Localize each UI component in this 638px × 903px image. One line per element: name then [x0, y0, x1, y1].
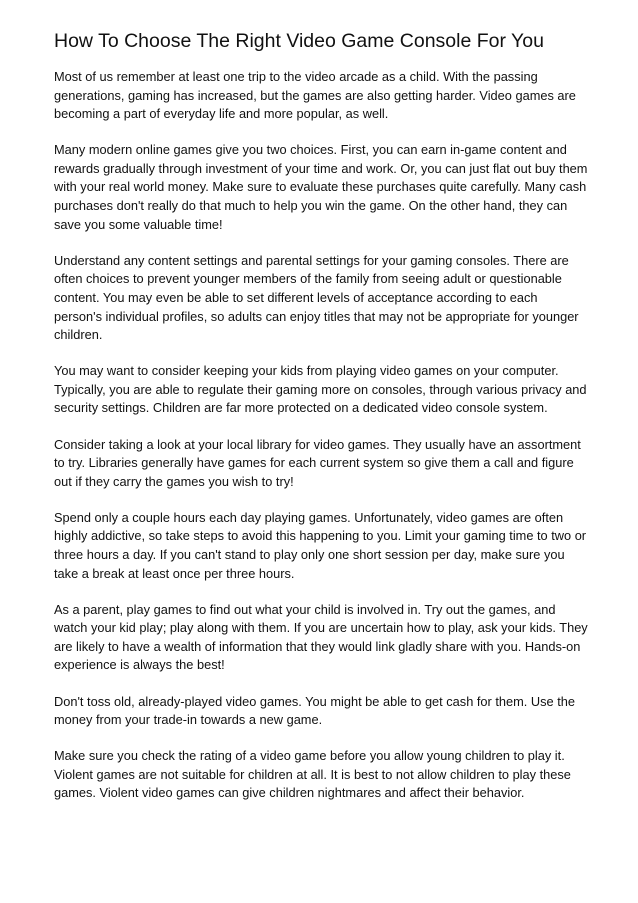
- paragraph-5: Consider taking a look at your local library for video games. They usually have an assortment to try. Libraries generally have games for each current system so give them a call and figure out if they carry the games you wish to try!: [54, 436, 581, 489]
- paragraph-7: As a parent, play games to find out what your child is involved in. Try out the games, and watch your kid play; play along with them. If you are uncertain how to play, ask your kids. They are likely to have a wealth of information that they would link gladly share with you. Hands-on experience is always the best!: [54, 601, 588, 673]
- paragraph-9: Make sure you check the rating of a video game before you allow young children to play it. Violent games are not suitable for children at all. It is best to not allow children to play these games. Violent video games can give children nightmares and affect their behavior.: [54, 748, 571, 801]
- paragraph-8: Don't toss old, already-played video games. You might be able to get cash for them. Use the money from your trade-in towards a new game.: [54, 693, 576, 728]
- paragraph-1: Most of us remember at least one trip to the video arcade as a child. With the passing generations, gaming has increased, but the games are also getting harder. Video games are becoming a part of everyday life and more popular, as well.: [54, 69, 576, 122]
- paragraph-3: Understand any content settings and parental settings for your gaming consoles. There are often choices to prevent younger members of the family from seeing adult or questionable content. You may even be able to set different levels of acceptance according to each person's individual profiles, so adults can enjoy titles that may not be appropriate for younger children.: [54, 252, 579, 343]
- page-title: How To Choose The Right Video Game Console For You: [54, 30, 544, 52]
- paragraph-4: You may want to consider keeping your kids from playing video games on your computer. Typically, you are able to regulate their gaming more on consoles, through various privacy and security settings. Children are far more protected on a dedicated video console system.: [54, 363, 587, 416]
- paragraph-2: Many modern online games give you two choices. First, you can earn in-game content and rewards gradually through investment of your time and work. Or, you can just flat out buy them with your real world money. Make sure to evaluate these purchases quite carefully. Many cash purchases don't really do that much to help you win the game. On the other hand, they can save you some valuable time!: [54, 142, 588, 232]
- article-body: [54, 68, 588, 821]
- paragraph-6: Spend only a couple hours each day playing games. Unfortunately, video games are often highly addictive, so take steps to avoid this happening to you. Limit your gaming time to two or three hours a day. If you can't stand to play only one short session per day, make sure you take a break at least once per three hours.: [54, 509, 587, 581]
